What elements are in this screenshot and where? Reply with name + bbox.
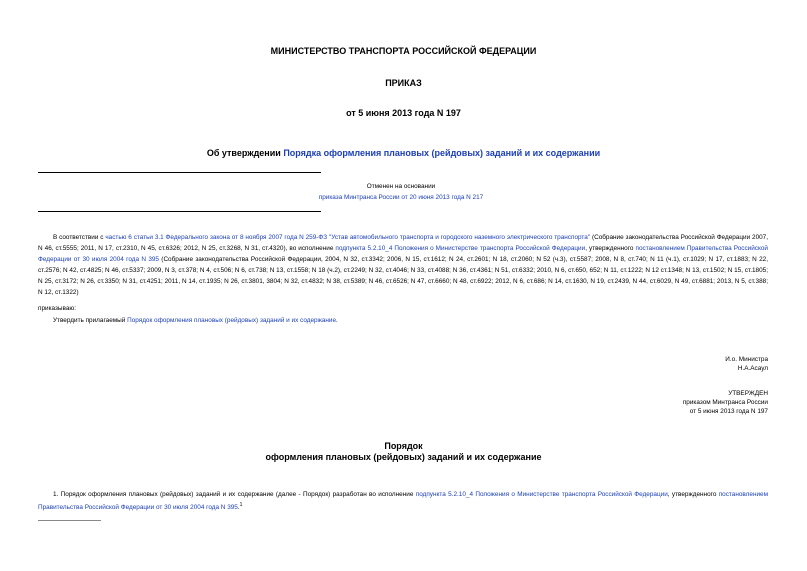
approve-suffix: . <box>336 317 338 324</box>
paragraph-1-link-decree[interactable]: постановлением Правительства Российской Федерации от 30 июля 2004 года N 395 <box>38 491 768 512</box>
cancel-note <box>310 183 492 202</box>
signature-position: И.о. Министра <box>725 356 768 363</box>
divider-bottom <box>38 211 321 212</box>
ministry-title: МИНИСТЕРСТВО ТРАНСПОРТА РОССИЙСКОЙ ФЕДЕРАЦИИ <box>270 46 537 56</box>
doc-subject <box>0 148 807 158</box>
divider-top <box>38 172 321 173</box>
subject-prefix: Об утверждении <box>206 148 284 158</box>
preamble-link-decree[interactable]: постановлением Правительства Российской Федерации от 30 июля 2004 года N 395 <box>38 245 768 263</box>
paragraph-1 <box>38 489 768 513</box>
approve-link[interactable]: Порядок оформления плановых (рейдовых) заданий и их содержание <box>127 317 337 324</box>
preamble-text-3: , утвержденного <box>585 245 636 252</box>
approval-block <box>683 389 768 416</box>
preamble-link-subpoint[interactable]: подпункта 5.2.10_4 Положения о Министерстве транспорта Российской Федерации <box>335 245 586 252</box>
approve-line <box>53 316 338 325</box>
section-title <box>0 441 807 463</box>
paragraph-1-text-1: 1. Порядок оформления плановых (рейдовых) заданий и их содержание (далее - Порядок) разработан во исполнение <box>53 491 416 498</box>
doc-type: ПРИКАЗ <box>385 78 422 88</box>
approve-prefix: Утвердить прилагаемый <box>53 317 128 324</box>
section-title-line-1: Порядок <box>384 441 423 451</box>
preamble-link-law[interactable]: частью 6 статьи 3.1 Федерального закона от 8 ноября 2007 года N 259-ФЗ "Устав автомобильного транспорта и городского наземного электрического транспорта" <box>105 234 591 241</box>
preamble-text-4: (Собрание законодательства Российской Федерации, 2004, N 32, ст.3342; 2006, N 15, ст.1612; N 24, ст.2601; N 18, ст.2060; N 52 (ч.3), ст.5587; 2008, N 8, ст.740; N 11 (ч.1), ст.1029; N 17, ст.1883; N 22, ст.2576; N 42, ст.4825; N 46, ст.5337; 2009, N 3, ст.378; N 4, ст.506; N 6, ст.738; N 13, ст.1558; N 18 (ч.2), ст.2249; N 32, ст.4046; N 33, ст.4088; N 36, ст.4361; N 51, ст.6332; 2010, N 6, ст.650, 652; N 11, ст.1222; N 12 ст.1348; N 13, ст.1502; N 15, ст.1805; N 25, ст.3172; N 26, ст.3350; N 31, ст.4251; 2011, N 14, ст.1935; N 26, ст.3801, 3804; N 32, ст.4832; N 38, ст.5389; N 46, ст.6526; N 47, ст.6660; N 48, ст.6922; 2012, N 6, ст.686; N 14, ст.1630, N 19, ст.2439, N 44, ст.6029, N 49, ст.6881; 2013, N 5, ст.388; N 12, ст.1322) <box>38 256 768 296</box>
approval-line-1: УТВЕРЖДЕН <box>728 390 768 397</box>
subject-link[interactable]: Порядка оформления плановых (рейдовых) заданий и их содержании <box>283 148 601 158</box>
preamble-text-2: (Собрание законодательства Российской Федерации 2007, N 46, ст.5555; 2011, N 17, ст.2310, N 45, ст.6326; 2012, N 25, ст.3268, N 31, ст.4320), во исполнение <box>38 234 769 252</box>
approval-line-2: приказом Минтранса России <box>682 399 768 406</box>
signature-name: Н.А.Асаул <box>737 365 768 372</box>
cancel-note-text: Отменен на основании <box>366 183 436 190</box>
preamble-paragraph <box>38 232 768 298</box>
section-title-line-2: оформления плановых (рейдовых) заданий и их содержание <box>265 452 542 462</box>
footnote-divider <box>38 520 101 521</box>
footnote-marker[interactable]: 1 <box>239 502 243 508</box>
cancel-note-link[interactable]: приказа Минтранса России от 20 июня 2013 года N 217 <box>318 194 484 201</box>
paragraph-1-link-subpoint[interactable]: подпункта 5.2.10_4 Положения о Министерстве транспорта Российской Федерации <box>415 491 668 498</box>
paragraph-1-text-2: , утвержденного <box>667 491 719 498</box>
order-word: приказываю: <box>38 305 76 312</box>
paragraph-1-text-3: . <box>237 504 240 512</box>
signature-block <box>725 355 768 373</box>
doc-date-number: от 5 июня 2013 года N 197 <box>346 108 461 118</box>
preamble-text-1: В соответствии с <box>53 234 106 241</box>
approval-line-3: от 5 июня 2013 года N 197 <box>689 408 768 415</box>
